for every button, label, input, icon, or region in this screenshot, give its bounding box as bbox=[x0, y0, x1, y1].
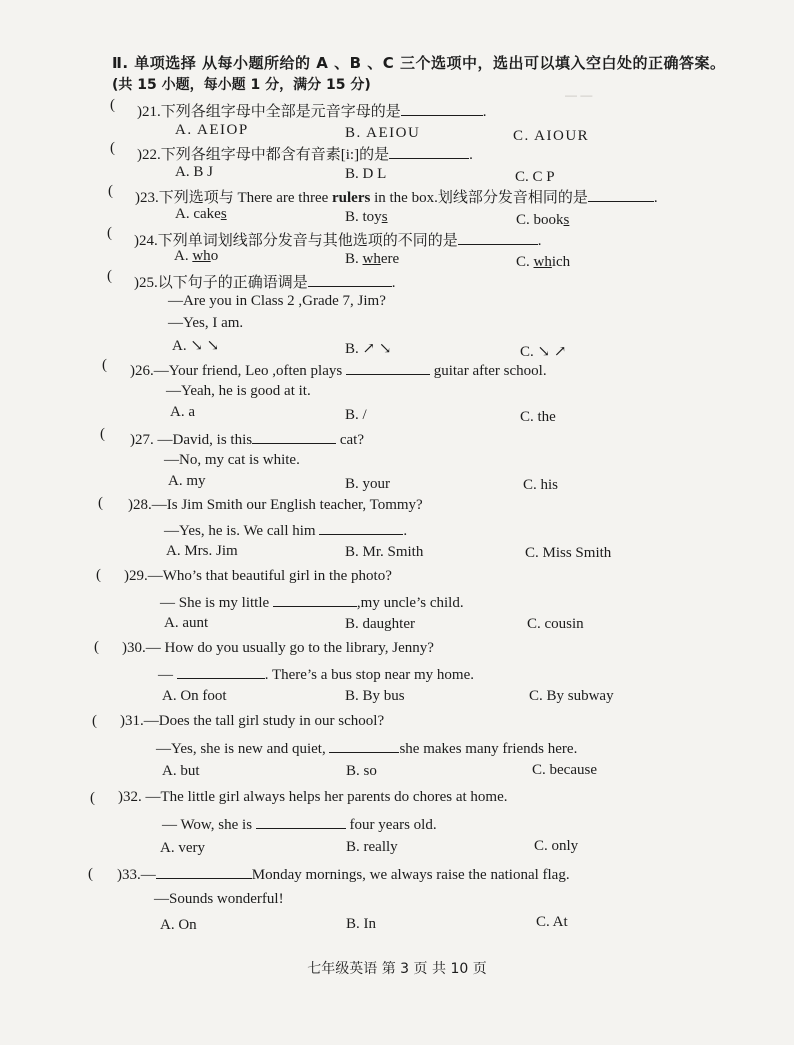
answer-paren[interactable]: ( bbox=[96, 567, 101, 583]
option-a[interactable]: A. aunt bbox=[164, 615, 209, 631]
option-c[interactable]: C. By subway bbox=[529, 688, 614, 704]
dialogue-line: —Are you in Class 2 ,Grade 7, Jim? bbox=[168, 293, 386, 309]
question-stem: )32. —The little girl always helps her parents do chores at home. bbox=[118, 789, 508, 805]
question-stem: )22.下列各组字母中都含有音素[i:]的是 . bbox=[137, 143, 473, 164]
dialogue-line: — . There’s a bus stop near my home. bbox=[158, 664, 474, 684]
answer-blank bbox=[177, 664, 265, 679]
option-c[interactable]: C. Miss Smith bbox=[525, 545, 612, 561]
answer-paren[interactable]: ( bbox=[110, 140, 115, 156]
option-a[interactable]: A. On foot bbox=[162, 688, 227, 704]
option-c[interactable]: C. AIOUR bbox=[513, 128, 590, 144]
dialogue-line: — She is my little ,my uncle’s child. bbox=[160, 592, 464, 612]
dialogue-line: —No, my cat is white. bbox=[164, 452, 300, 468]
option-a[interactable]: A. AEIOP bbox=[175, 122, 249, 138]
option-c[interactable]: C. C P bbox=[515, 169, 555, 185]
question-stem: )23.下列选项与 There are three rulers in the box.划线部分发音相同的是 . bbox=[135, 186, 658, 207]
option-c[interactable]: C. only bbox=[534, 838, 579, 854]
section-title: Ⅱ. 单项选择 从每小题所给的 A 、B 、C 三个选项中，选出可以填入空白处的正确答案。 bbox=[112, 54, 726, 72]
option-c[interactable]: C. because bbox=[532, 762, 597, 778]
answer-blank bbox=[401, 101, 483, 116]
dialogue-line: —Sounds wonderful! bbox=[154, 891, 284, 907]
answer-blank bbox=[252, 429, 336, 444]
option-c[interactable]: C. books bbox=[516, 212, 570, 228]
option-a[interactable]: A. a bbox=[170, 404, 195, 420]
option-a[interactable]: A. B J bbox=[175, 164, 213, 180]
option-c[interactable]: C. At bbox=[536, 914, 568, 930]
answer-paren[interactable]: ( bbox=[107, 268, 112, 284]
option-a[interactable]: A. who bbox=[174, 248, 219, 264]
question-stem: )27. —David, is this cat? bbox=[130, 429, 364, 449]
option-b[interactable]: B. Mr. Smith bbox=[345, 544, 424, 560]
option-b[interactable]: B. / bbox=[345, 407, 367, 423]
dialogue-line: —Yes, she is new and quiet, she makes many friends here. bbox=[156, 738, 577, 758]
option-b[interactable]: B. D L bbox=[345, 166, 387, 182]
question-stem: )31.—Does the tall girl study in our school? bbox=[120, 713, 385, 729]
option-b[interactable]: B. your bbox=[345, 476, 390, 492]
dialogue-line: —Yeah, he is good at it. bbox=[166, 383, 311, 399]
option-b[interactable]: B. In bbox=[346, 916, 376, 932]
answer-blank bbox=[329, 738, 399, 753]
question-stem: )26.—Your friend, Leo ,often plays guitar after school. bbox=[130, 360, 547, 380]
question-stem: )33.— Monday mornings, we always raise the national flag. bbox=[117, 864, 570, 884]
option-b[interactable]: B. so bbox=[346, 763, 377, 779]
answer-paren[interactable]: ( bbox=[102, 357, 107, 373]
answer-paren[interactable]: ( bbox=[88, 866, 93, 882]
dialogue-line: — Wow, she is four years old. bbox=[162, 814, 437, 834]
answer-blank bbox=[346, 360, 430, 375]
answer-blank bbox=[588, 187, 654, 202]
section-note: (共 15 小题，每小题 1 分，满分 15 分) bbox=[112, 77, 371, 93]
answer-blank bbox=[389, 144, 469, 159]
page-footer: 七年级英语 第 3 页 共 10 页 bbox=[307, 961, 487, 977]
answer-paren[interactable]: ( bbox=[90, 790, 95, 806]
option-b[interactable]: B. ↗ ↘ bbox=[345, 341, 392, 357]
option-a[interactable]: A. Mrs. Jim bbox=[166, 543, 238, 559]
answer-blank bbox=[156, 864, 252, 879]
option-a[interactable]: A. but bbox=[162, 763, 200, 779]
option-a[interactable]: A. cakes bbox=[175, 206, 227, 222]
answer-paren[interactable]: ( bbox=[98, 495, 103, 511]
question-stem: )28.—Is Jim Smith our English teacher, Tommy? bbox=[128, 497, 423, 513]
question-stem: )25.以下句子的正确语调是 . bbox=[134, 271, 396, 292]
answer-paren[interactable]: ( bbox=[94, 639, 99, 655]
option-b[interactable]: B. AEIOU bbox=[345, 125, 421, 141]
answer-blank bbox=[308, 272, 392, 287]
option-a[interactable]: A. ↘ ↘ bbox=[172, 338, 220, 354]
option-b[interactable]: B. where bbox=[345, 251, 400, 267]
answer-paren[interactable]: ( bbox=[107, 225, 112, 241]
option-a[interactable]: A. very bbox=[160, 840, 205, 856]
option-b[interactable]: B. toys bbox=[345, 209, 388, 225]
answer-paren[interactable]: ( bbox=[108, 183, 113, 199]
question-stem: )24.下列单词划线部分发音与其他选项的不同的是 . bbox=[134, 229, 542, 250]
answer-blank bbox=[458, 230, 538, 245]
option-a[interactable]: A. On bbox=[160, 917, 197, 933]
answer-blank bbox=[273, 592, 357, 607]
answer-paren[interactable]: ( bbox=[92, 713, 97, 729]
option-b[interactable]: B. By bus bbox=[345, 688, 405, 704]
question-stem: )21.下列各组字母中全部是元音字母的是 . bbox=[137, 100, 487, 121]
answer-blank bbox=[256, 814, 346, 829]
question-stem: )29.—Who’s that beautiful girl in the photo? bbox=[124, 568, 392, 584]
question-stem: )30.— How do you usually go to the library, Jenny? bbox=[122, 640, 434, 656]
option-c[interactable]: C. cousin bbox=[527, 616, 584, 632]
dialogue-line: —Yes, he is. We call him . bbox=[164, 520, 407, 540]
option-c[interactable]: C. his bbox=[523, 477, 559, 493]
answer-blank bbox=[319, 520, 403, 535]
answer-paren[interactable]: ( bbox=[110, 97, 115, 113]
option-b[interactable]: B. really bbox=[346, 839, 398, 855]
option-c[interactable]: C. ↘ ↗ bbox=[520, 344, 567, 360]
option-c[interactable]: C. which bbox=[516, 254, 571, 270]
bleed-through: — — bbox=[565, 88, 593, 102]
dialogue-line: —Yes, I am. bbox=[168, 315, 244, 331]
option-b[interactable]: B. daughter bbox=[345, 616, 415, 632]
option-c[interactable]: C. the bbox=[520, 409, 556, 425]
answer-paren[interactable]: ( bbox=[100, 426, 105, 442]
option-a[interactable]: A. my bbox=[168, 473, 206, 489]
